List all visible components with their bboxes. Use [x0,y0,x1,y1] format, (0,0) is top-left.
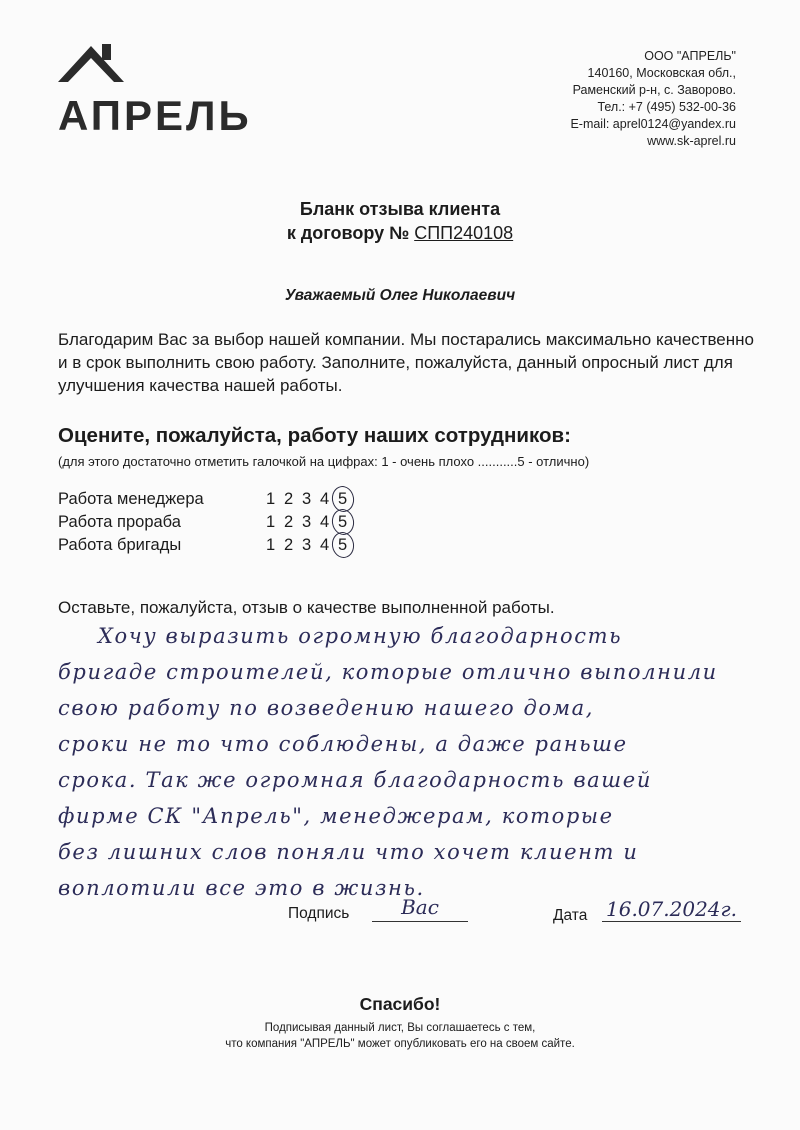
company-logo: АПРЕЛЬ [58,92,252,139]
review-line: воплотили все это в жизнь. [58,876,425,900]
review-handwriting [58,618,778,906]
address-line-2: Раменский р-н, с. Заворово. [572,83,736,97]
email: E-mail: aprel0124@yandex.ru [570,117,736,131]
logo-roof-icon [58,38,124,82]
intro-paragraph: Благодарим Вас за выбор нашей компании. Мы постарались максимально качественно и в срок выполнить свою работу. Заполните, пожалуйста, данный опросный лист для улучшения качества нашей работы. [58,330,754,395]
review-label: Оставьте, пожалуйста, отзыв о качестве выполненной работы. [58,598,555,617]
rating-option[interactable]: 4 [320,536,330,554]
rating-option[interactable]: 4 [320,490,330,508]
rating-option[interactable]: 3 [302,513,312,531]
review-line: фирме СК "Апрель", менеджерам, которые [58,804,614,828]
rating-row [58,490,356,512]
rating-label: Работа бригады [58,536,182,554]
review-line: свою работу по возведению нашего дома, [58,696,595,720]
rating-option-selected[interactable]: 5 [338,490,356,509]
rating-option[interactable]: 2 [284,536,294,554]
review-line: срока. Так же огромная благодарность вашей [58,768,652,792]
company-name: ООО "АПРЕЛЬ" [644,49,736,63]
rating-option[interactable]: 3 [302,490,312,508]
contact-block [570,48,736,150]
rating-row [58,513,356,535]
rating-option[interactable]: 1 [266,513,276,531]
review-line: без лишних слов поняли что хочет клиент и [58,840,639,864]
rating-hint: (для этого достаточно отметить галочкой на цифрах: 1 - очень плохо ...........5 - отлично) [58,454,590,469]
rating-option[interactable]: 3 [302,536,312,554]
phone: Тел.: +7 (495) 532-00-36 [597,100,736,114]
rating-option-selected[interactable]: 5 [338,513,356,532]
date-value: 16.07.2024г. [602,897,741,922]
rating-option-selected[interactable]: 5 [338,536,356,555]
review-line: бригаде строителей, которые отлично выполнили [58,660,718,684]
consent-line-1: Подписывая данный лист, Вы соглашаетесь с тем, [264,1022,536,1034]
rating-option[interactable]: 4 [320,513,330,531]
rating-option[interactable]: 2 [284,490,294,508]
rating-heading: Оцените, пожалуйста, работу наших сотрудников: [58,424,571,447]
website: www.sk-aprel.ru [647,134,736,148]
greeting: Уважаемый Олег Николаевич [284,287,516,304]
form-title-line-2 [0,221,800,245]
consent-note [0,1020,800,1052]
signature-label: Подпись [288,905,350,922]
contract-prefix: к договору № [286,223,410,243]
review-line: Хочу выразить огромную благодарность [98,624,623,648]
rating-option[interactable]: 1 [266,536,276,554]
rating-option[interactable]: 1 [266,490,276,508]
signature: Вас [372,895,468,922]
rating-label: Работа прораба [58,513,181,531]
rating-row [58,536,356,558]
review-line: сроки не то что соблюдены, а даже раньше [58,732,628,756]
form-title-line-1: Бланк отзыва клиента [299,199,501,219]
rating-option[interactable]: 2 [284,513,294,531]
form-title [0,197,800,245]
address-line-1: 140160, Московская обл., [587,66,736,80]
date-label: Дата [553,907,588,924]
rating-label: Работа менеджера [58,490,204,508]
contract-number: СПП240108 [414,223,514,243]
thanks-heading: Спасибо! [359,994,441,1014]
consent-line-2: что компания "АПРЕЛЬ" может опубликовать его на своем сайте. [225,1038,575,1050]
